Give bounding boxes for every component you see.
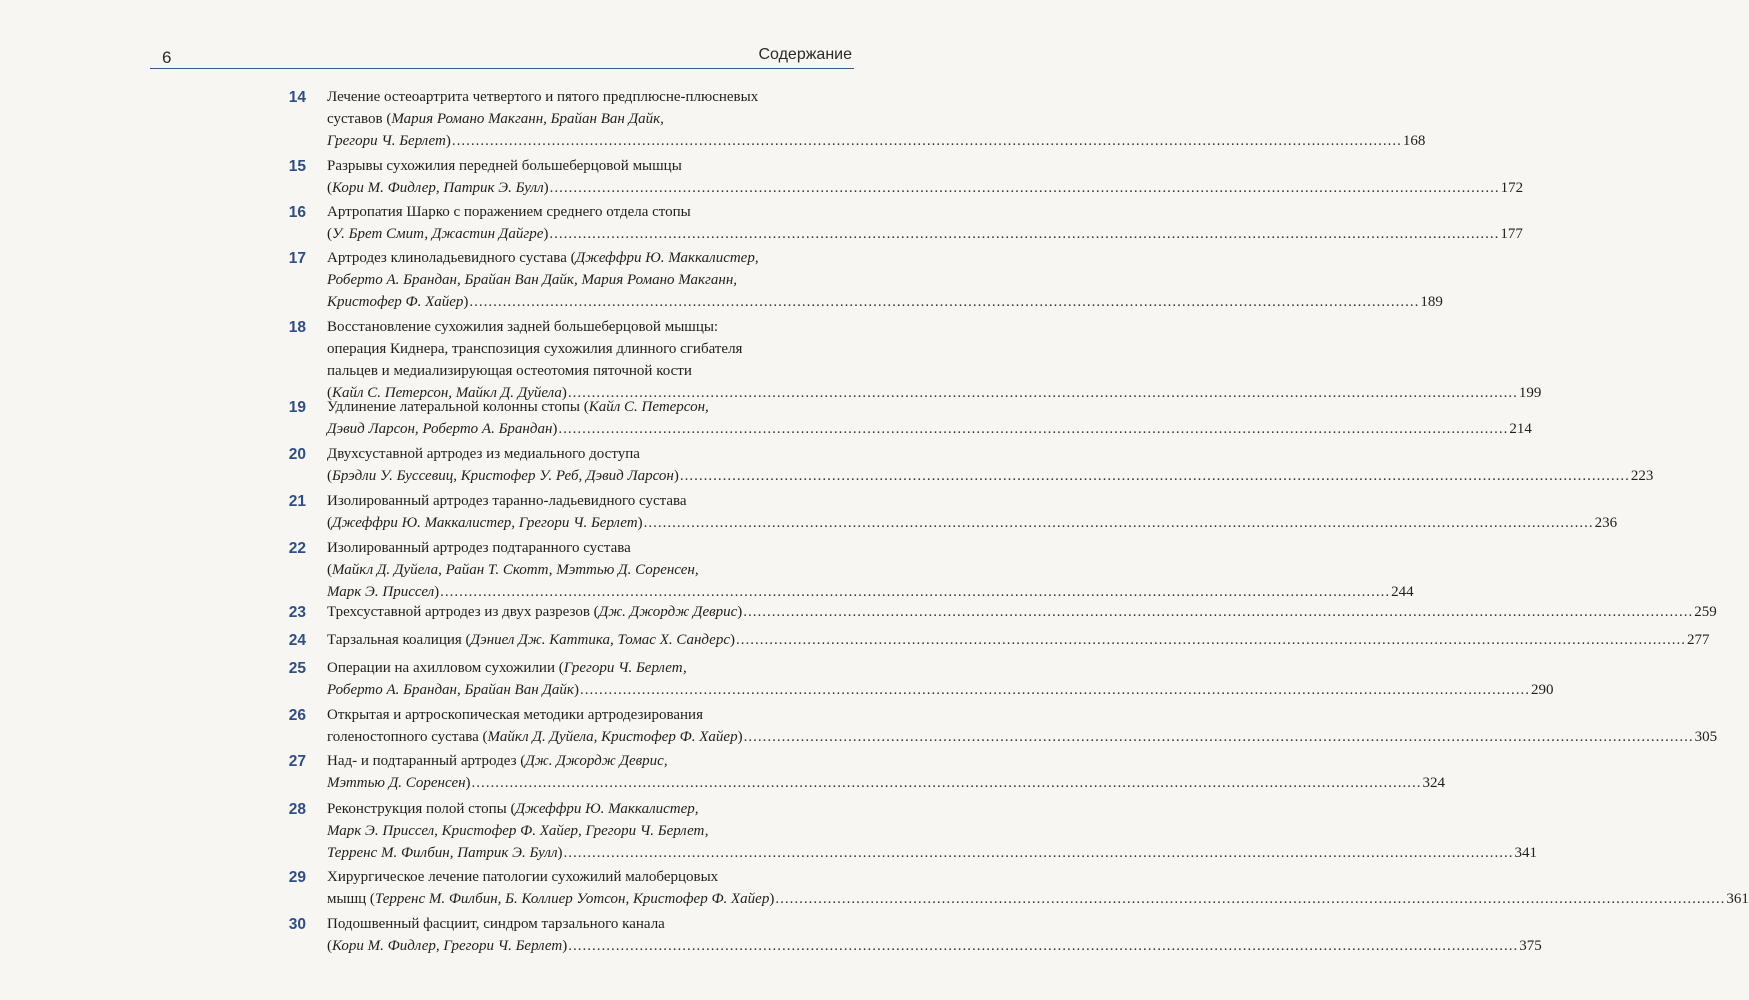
entry-authors: Дж. Джордж Деврис, xyxy=(525,753,668,769)
entry-title: Операции на ахилловом сухожилии ( xyxy=(327,660,564,676)
entry-last-line xyxy=(327,679,1554,701)
entry-page-number: 277 xyxy=(1687,632,1710,648)
entry-number: 15 xyxy=(288,158,306,175)
entry-number: 22 xyxy=(288,540,306,557)
entry-title: ( xyxy=(327,468,332,484)
entry-title: Артропатия Шарко с поражением среднего отдела стопы xyxy=(327,204,691,220)
entry-authors: Брэдли У. Буссевиц, Кристофер У. Реб, Дэвид Ларсон xyxy=(332,468,674,484)
entry-close-paren: ) xyxy=(434,584,440,600)
dot-leader: ........................................................................................................................................................................................................ xyxy=(563,845,1514,861)
entry-number: 21 xyxy=(288,493,306,510)
entry-authors: Дэниел Дж. Каттика, Томас Х. Сандерс xyxy=(470,632,730,648)
entry-line xyxy=(327,338,742,360)
dot-leader: ........................................................................................................................................................................................................ xyxy=(743,729,1694,745)
entry-text xyxy=(327,935,567,957)
entry-page-number: 341 xyxy=(1514,845,1537,861)
entry-authors: Роберто А. Брандан, Брайан Ван Дайк, Мария Романо Макганн, xyxy=(327,272,738,288)
dot-leader: ........................................................................................................................................................................................................ xyxy=(775,891,1726,907)
entry-page-number: 168 xyxy=(1402,133,1426,149)
entry-line xyxy=(327,820,709,842)
entry-line xyxy=(327,201,691,223)
entry-last-line xyxy=(327,726,1718,748)
entry-close-paren: ) xyxy=(573,682,579,698)
entry-authors: Роберто А. Брандан, Брайан Ван Дайк xyxy=(327,682,574,698)
entry-last-line xyxy=(327,291,1443,313)
entry-number: 14 xyxy=(288,89,306,106)
entry-authors: Джеффри Ю. Маккалистер, xyxy=(575,250,759,266)
entry-authors: Марк Э. Приссел, Кристофер Ф. Хайер, Грегори Ч. Берлет, xyxy=(327,823,709,839)
entry-authors: Майкл Д. Дуйела, Кристофер Ф. Хайер xyxy=(487,729,738,745)
entry-title: мышц ( xyxy=(327,891,375,907)
entry-close-paren: ) xyxy=(673,468,679,484)
entry-text xyxy=(327,629,735,651)
entry-authors: Кори М. Фидлер, Грегори Ч. Берлет xyxy=(332,938,563,954)
running-head: Содержание xyxy=(758,46,852,63)
entry-close-paren: ) xyxy=(463,294,469,310)
entry-number: 19 xyxy=(288,399,306,416)
entry-close-paren: ) xyxy=(552,421,558,437)
entry-text xyxy=(327,130,451,152)
entry-line xyxy=(327,537,631,559)
entry-number: 23 xyxy=(288,604,306,621)
entry-last-line xyxy=(327,581,1414,603)
entry-authors: Мария Романо Макганн, Брайан Ван Дайк, xyxy=(391,111,664,127)
entry-authors: Терренс М. Филбин, Б. Коллиер Уотсон, Кристофер Ф. Хайер xyxy=(374,891,770,907)
entry-line xyxy=(327,443,640,465)
dot-leader: ........................................................................................................................................................................................................ xyxy=(549,180,1500,196)
dot-leader: ........................................................................................................................................................................................................ xyxy=(451,133,1402,149)
entry-title: Изолированный артродез подтаранного сустава xyxy=(327,540,631,556)
entry-close-paren: ) xyxy=(543,180,549,196)
entry-text xyxy=(327,465,679,487)
entry-title: ( xyxy=(327,562,332,578)
entry-title: Удлинение латеральной колонны стопы ( xyxy=(327,399,589,415)
entry-text xyxy=(327,418,557,440)
entry-close-paren: ) xyxy=(730,632,735,648)
entry-line xyxy=(327,108,664,130)
entry-page-number: 177 xyxy=(1500,226,1523,242)
entry-title: ( xyxy=(327,385,332,401)
entry-number: 24 xyxy=(288,632,306,649)
entry-title: Восстановление сухожилия задней большеберцовой мышцы: xyxy=(327,319,719,335)
entry-close-paren: ) xyxy=(561,385,567,401)
entry-number: 16 xyxy=(288,204,306,221)
entry-line xyxy=(327,490,687,512)
entry-line xyxy=(327,316,718,338)
entry-authors: Кори М. Фидлер, Патрик Э. Булл xyxy=(332,180,544,196)
entry-close-paren: ) xyxy=(465,775,471,791)
entry-text xyxy=(327,888,774,910)
entry-title: Над- и подтаранный артродез ( xyxy=(327,753,526,769)
entry-line xyxy=(327,798,699,820)
entry-page-number: 305 xyxy=(1694,729,1718,745)
entry-authors: Дж. Джордж Деврис xyxy=(598,604,738,620)
entry-page-number: 290 xyxy=(1530,682,1554,698)
entry-number: 30 xyxy=(288,916,306,933)
entry-authors: Кайл С. Петерсон, Майкл Д. Дуйела xyxy=(332,385,562,401)
entry-authors: Дэвид Ларсон, Роберто А. Брандан xyxy=(327,421,553,437)
entry-title: операция Киднера, транспозиция сухожилия длинного сгибателя xyxy=(327,341,743,357)
entry-page-number: 236 xyxy=(1594,515,1618,531)
entry-title: ( xyxy=(327,226,332,242)
dot-leader: ........................................................................................................................................................................................................ xyxy=(643,515,1594,531)
entry-line xyxy=(327,86,758,108)
dot-leader: ........................................................................................................................................................................................................ xyxy=(440,584,1391,600)
entry-page-number: 199 xyxy=(1518,385,1542,401)
entry-page-number: 244 xyxy=(1391,584,1414,600)
entry-title: Тарзальная коалиция ( xyxy=(327,632,471,648)
page-number: 6 xyxy=(162,48,172,67)
entry-title: суставов ( xyxy=(327,111,392,127)
entry-authors: Терренс М. Филбин, Патрик Э. Булл xyxy=(327,845,558,861)
entry-last-line xyxy=(327,418,1532,440)
entry-line xyxy=(327,750,668,772)
entry-text xyxy=(327,772,471,794)
entry-authors: Майкл Д. Дуйела, Райан Т. Скотт, Мэттью Д. Соренсен, xyxy=(332,562,699,578)
entry-line xyxy=(327,396,709,418)
entry-number: 18 xyxy=(288,319,306,336)
entry-page-number: 375 xyxy=(1519,938,1542,954)
entry-page-number: 361 xyxy=(1726,891,1749,907)
entry-title: Хирургическое лечение патологии сухожилий малоберцовых xyxy=(327,869,719,885)
entry-last-line xyxy=(327,601,1717,623)
entry-authors: Кайл С. Петерсон, xyxy=(588,399,709,415)
entry-text xyxy=(327,679,579,701)
entry-page-number: 189 xyxy=(1420,294,1443,310)
dot-leader: ........................................................................................................................................................................................................ xyxy=(471,775,1422,791)
entry-title: Двухсуставной артродез из медиального доступа xyxy=(327,446,640,462)
entry-title: ( xyxy=(327,938,332,954)
entry-page-number: 223 xyxy=(1630,468,1654,484)
entry-last-line xyxy=(327,130,1426,152)
entry-title: Изолированный артродез таранно-ладьевидного сустава xyxy=(327,493,687,509)
entry-close-paren: ) xyxy=(737,729,743,745)
dot-leader: ........................................................................................................................................................................................................ xyxy=(743,604,1694,620)
entry-text xyxy=(327,223,548,245)
entry-title: пальцев и медиализирующая остеотомия пяточной кости xyxy=(327,363,692,379)
entry-text xyxy=(327,842,563,864)
dot-leader: ........................................................................................................................................................................................................ xyxy=(736,632,1686,648)
entry-title: Подошвенный фасциит, синдром тарзального канала xyxy=(327,916,665,932)
entry-text xyxy=(327,601,742,623)
entry-page-number: 172 xyxy=(1500,180,1524,196)
entry-title: Трехсуставной артродез из двух разрезов ( xyxy=(327,604,599,620)
entry-line xyxy=(327,866,718,888)
entry-last-line xyxy=(327,842,1537,864)
entry-line xyxy=(327,247,759,269)
entry-authors: Кристофер Ф. Хайер xyxy=(327,294,464,310)
entry-authors: Мэттью Д. Соренсен xyxy=(327,775,466,791)
entry-last-line xyxy=(327,465,1654,487)
entry-title: Артродез клиноладьевидного сустава ( xyxy=(327,250,576,266)
dot-leader: ........................................................................................................................................................................................................ xyxy=(579,682,1530,698)
entry-title: Реконструкция полой стопы ( xyxy=(327,801,516,817)
entry-line xyxy=(327,155,682,177)
entry-close-paren: ) xyxy=(562,938,568,954)
entry-last-line xyxy=(327,629,1710,651)
entry-title: ( xyxy=(327,180,332,196)
entry-authors: Грегори Ч. Берлет, xyxy=(563,660,687,676)
entry-close-paren: ) xyxy=(557,845,563,861)
entry-title: голеностопного сустава ( xyxy=(327,729,488,745)
dot-leader: ........................................................................................................................................................................................................ xyxy=(549,226,1500,242)
entry-title: Лечение остеоартрита четвертого и пятого предплюсне-плюсневых xyxy=(327,89,759,105)
entry-last-line xyxy=(327,512,1618,534)
entry-number: 26 xyxy=(288,707,306,724)
entry-page-number: 259 xyxy=(1694,604,1717,620)
entry-line xyxy=(327,657,687,679)
entry-line xyxy=(327,559,699,581)
entry-text xyxy=(327,581,439,603)
entry-last-line xyxy=(327,888,1749,910)
entry-authors: Джеффри Ю. Маккалистер, Грегори Ч. Берлет xyxy=(332,515,638,531)
entry-last-line xyxy=(327,177,1524,199)
entry-close-paren: ) xyxy=(737,604,743,620)
entry-authors: У. Брет Смит, Джастин Дайгре xyxy=(332,226,544,242)
entry-text xyxy=(327,512,643,534)
entry-line xyxy=(327,360,692,382)
entry-number: 28 xyxy=(288,801,306,818)
entry-number: 20 xyxy=(288,446,306,463)
entry-last-line xyxy=(327,935,1542,957)
entry-last-line xyxy=(327,223,1523,245)
dot-leader: ........................................................................................................................................................................................................ xyxy=(568,938,1519,954)
dot-leader: ........................................................................................................................................................................................................ xyxy=(679,468,1630,484)
entry-title: ( xyxy=(327,515,332,531)
entry-number: 29 xyxy=(288,869,306,886)
entry-text xyxy=(327,726,743,748)
entry-line xyxy=(327,913,665,935)
dot-leader: ........................................................................................................................................................................................................ xyxy=(469,294,1420,310)
entry-page-number: 324 xyxy=(1422,775,1446,791)
entry-close-paren: ) xyxy=(445,133,451,149)
entry-text xyxy=(327,291,468,313)
entry-close-paren: ) xyxy=(769,891,775,907)
entry-number: 17 xyxy=(288,250,306,267)
entry-close-paren: ) xyxy=(543,226,549,242)
entry-authors: Марк Э. Приссел xyxy=(327,584,435,600)
entry-title: Открытая и артроскопическая методики артродезирования xyxy=(327,707,703,723)
entry-close-paren: ) xyxy=(637,515,643,531)
entry-title: Разрывы сухожилия передней большеберцовой мышцы xyxy=(327,158,682,174)
entry-text xyxy=(327,177,549,199)
entry-line xyxy=(327,269,737,291)
entry-authors: Грегори Ч. Берлет xyxy=(327,133,446,149)
entry-number: 27 xyxy=(288,753,306,770)
entry-authors: Джеффри Ю. Маккалистер, xyxy=(515,801,699,817)
entry-last-line xyxy=(327,772,1446,794)
dot-leader: ........................................................................................................................................................................................................ xyxy=(558,421,1509,437)
entry-line xyxy=(327,704,703,726)
entry-page-number: 214 xyxy=(1509,421,1532,437)
entry-number: 25 xyxy=(288,660,306,677)
dot-leader: ........................................................................................................................................................................................................ xyxy=(567,385,1518,401)
